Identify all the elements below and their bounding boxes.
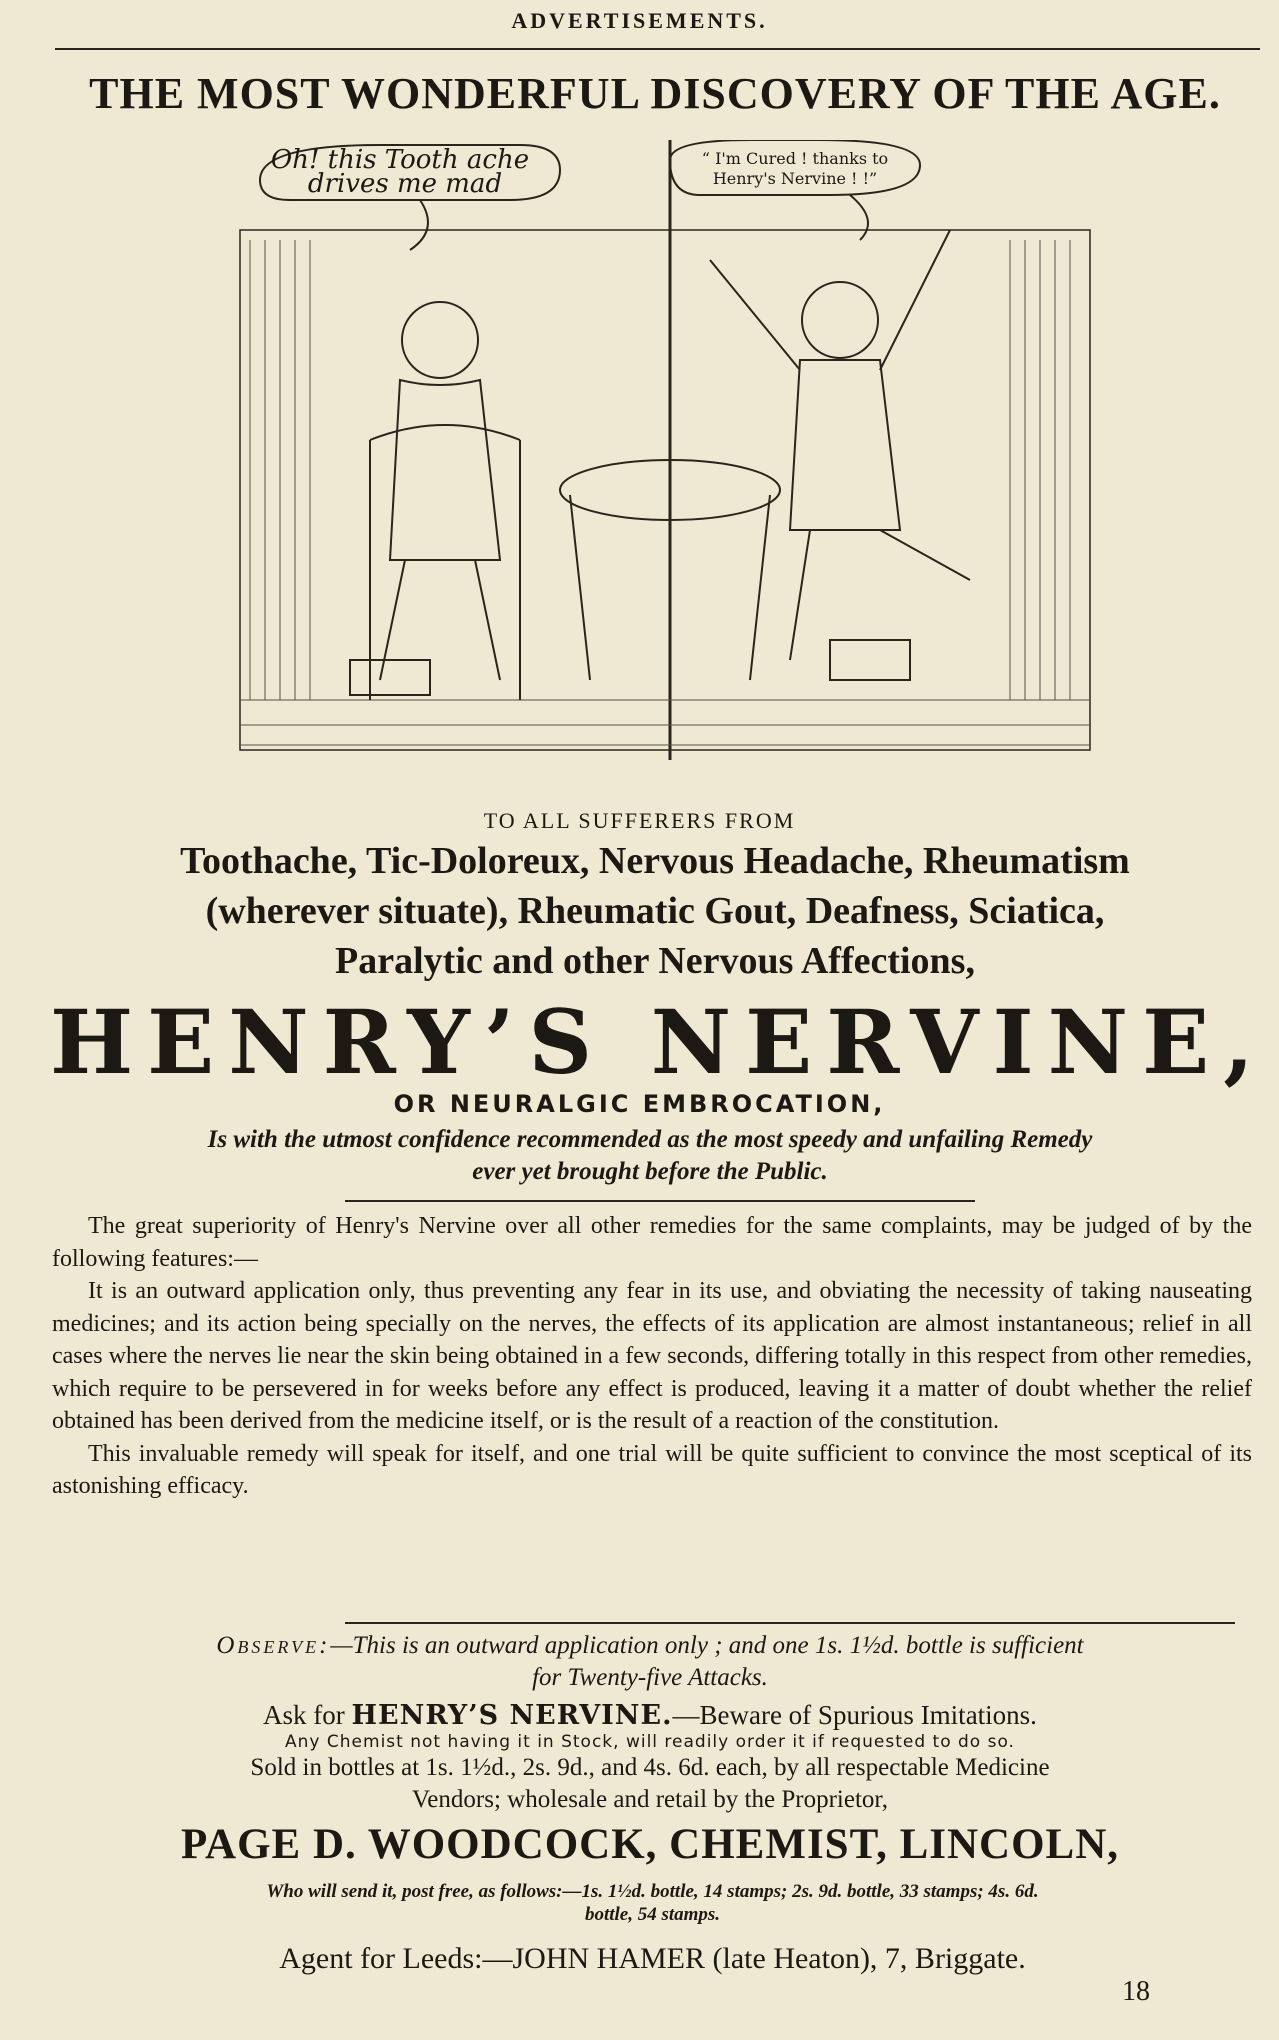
sold-line: Vendors; wholesale and retail by the Proprietor, bbox=[412, 1786, 888, 1813]
ailments-line: Paralytic and other Nervous Affections, bbox=[335, 940, 975, 982]
right-bubble-line2: Henry's Nervine ! !” bbox=[712, 169, 878, 188]
recommendation-line: Is with the utmost confidence recommended as the most speedy and unfailing Remedy bbox=[207, 1126, 1093, 1153]
paragraph: It is an outward application only, thus preventing any fear in its use, and obviating the necessity of taking nauseating medicines; and its action being specially on the nerves, the effects of its application are almost instantaneous; relief in all cases where the nerves lie near the skin being obtained in a few seconds, differing totally in this respect from other remedies, which require to be persevered in for weeks before any effect is produced, leaving it a matter of doubt whether the relief obtained has been derived from the medicine itself, or is the result of a reaction of the constitution. bbox=[52, 1278, 1252, 1434]
left-bubble-line1: Oh! this Tooth ache bbox=[270, 145, 530, 175]
observe-note bbox=[45, 1630, 1255, 1694]
page-number: 18 bbox=[1122, 1976, 1150, 2007]
divider-rule bbox=[345, 1622, 1235, 1624]
headline: THE MOST WONDERFUL DISCOVERY OF THE AGE. bbox=[89, 69, 1221, 118]
proprietor: PAGE D. WOODCOCK, CHEMIST, LINCOLN, bbox=[180, 1821, 1120, 1868]
sold-note bbox=[45, 1752, 1255, 1816]
ask-prefix: Ask for bbox=[263, 1700, 352, 1730]
left-bubble-line2: drives me mad bbox=[307, 169, 503, 199]
post-line: Who will send it, post free, as follows:—1s. 1½d. bottle, 14 stamps; 2s. 9d. bottle, 33 stamps; 4s. 6d. bbox=[266, 1881, 1039, 1902]
divider-rule bbox=[345, 1200, 975, 1202]
ask-warning: —Beware of Spurious Imitations. bbox=[672, 1700, 1037, 1730]
agent-line: Agent for Leeds:—JOHN HAMER (late Heaton), 7, Briggate. bbox=[279, 1942, 1026, 1975]
woodcut-illustration bbox=[230, 140, 1110, 780]
observe-text: for Twenty-five Attacks. bbox=[532, 1664, 768, 1691]
sufferers-heading: TO ALL SUFFERERS FROM bbox=[483, 808, 796, 833]
running-head: ADVERTISEMENTS. bbox=[511, 8, 768, 33]
observe-lead: Observe: bbox=[216, 1632, 331, 1659]
observe-text: —This is an outward application only ; and one 1s. 1½d. bottle is sufficient bbox=[330, 1632, 1084, 1659]
product-name: HENRY’S NERVINE, bbox=[50, 990, 1268, 1094]
right-bubble-line1: “ I'm Cured ! thanks to bbox=[701, 149, 889, 168]
recommendation-line: ever yet brought before the Public. bbox=[472, 1158, 828, 1185]
body-text bbox=[52, 1210, 1252, 1503]
product-subtitle: OR NEURALGIC EMBROCATION, bbox=[393, 1090, 886, 1118]
ask-line bbox=[45, 1700, 1255, 1731]
top-rule bbox=[55, 48, 1260, 50]
post-terms bbox=[45, 1880, 1260, 1926]
post-line: bottle, 54 stamps. bbox=[584, 1904, 721, 1925]
recommendation bbox=[45, 1124, 1255, 1188]
ailments-line: Toothache, Tic-Doloreux, Nervous Headache, Rheumatism bbox=[180, 840, 1130, 882]
paragraph: The great superiority of Henry's Nervine over all other remedies for the same complaints, may be judged of by the following features:— bbox=[52, 1213, 1252, 1272]
paragraph: This invaluable remedy will speak for itself, and one trial will be quite sufficient to convince the most sceptical of its astonishing efficacy. bbox=[52, 1440, 1252, 1499]
ailments-list bbox=[50, 836, 1260, 986]
ailments-line: (wherever situate), Rheumatic Gout, Deafness, Sciatica, bbox=[205, 890, 1105, 932]
ask-product-name: HENRY’S NERVINE. bbox=[351, 1700, 673, 1731]
stock-note: Any Chemist not having it in Stock, will readily order it if requested to do so. bbox=[285, 1732, 1015, 1752]
sold-line: Sold in bottles at 1s. 1½d., 2s. 9d., and 4s. 6d. each, by all respectable Medicine bbox=[250, 1754, 1050, 1781]
